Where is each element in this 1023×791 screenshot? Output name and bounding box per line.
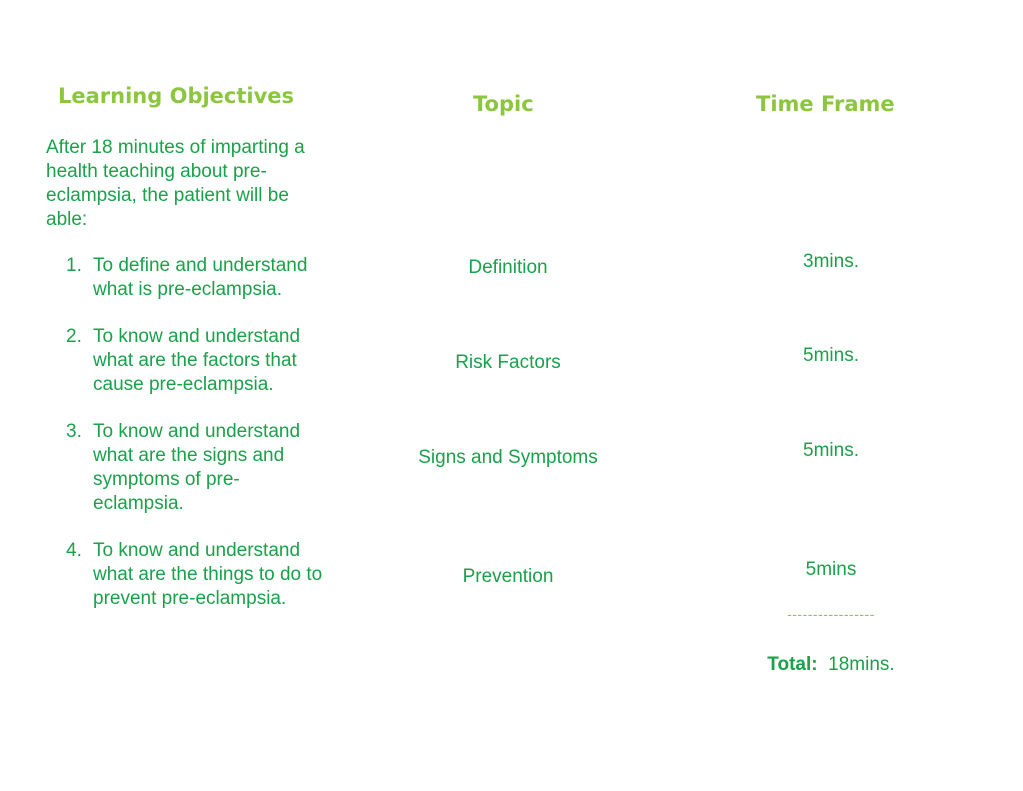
time-risk-factors: 5mins.	[803, 345, 859, 366]
topic-signs-and-symptoms: Signs and Symptoms	[418, 447, 598, 468]
time-prevention: 5mins	[805, 559, 857, 580]
objective-item	[66, 325, 328, 397]
objectives-list	[66, 254, 328, 634]
intro-paragraph: After 18 minutes of imparting a health teaching about pre-eclampsia, the patient will be able:	[46, 137, 305, 230]
total-label: Total:	[767, 654, 818, 675]
topic-prevention: Prevention	[462, 566, 554, 587]
total-row	[741, 653, 921, 677]
time-signs-and-symptoms: 5mins.	[803, 440, 859, 461]
objective-text: To define and understand what is pre-eclampsia.	[93, 255, 308, 300]
objective-text: To know and understand what are the factors that cause pre-eclampsia.	[93, 326, 301, 395]
total-divider: -----------------	[787, 606, 875, 622]
objective-text: To know and understand what are the signs and symptoms of pre-eclampsia.	[93, 421, 301, 514]
time-definition: 3mins.	[803, 251, 859, 272]
objective-number: 2.	[66, 326, 82, 347]
objective-item	[66, 420, 328, 516]
objective-item	[66, 254, 328, 302]
learning-objectives-heading: Learning Objectives	[58, 84, 295, 108]
objective-number: 4.	[66, 540, 82, 561]
objective-number: 3.	[66, 421, 82, 442]
topic-definition: Definition	[468, 257, 548, 278]
total-value: 18mins.	[828, 654, 895, 675]
objective-text: To know and understand what are the things to do to prevent pre-eclampsia.	[93, 540, 323, 609]
objective-item	[66, 539, 328, 611]
topic-risk-factors: Risk Factors	[455, 352, 561, 373]
topic-heading: Topic	[473, 92, 534, 116]
objective-number: 1.	[66, 255, 82, 276]
time-frame-heading: Time Frame	[756, 92, 895, 116]
